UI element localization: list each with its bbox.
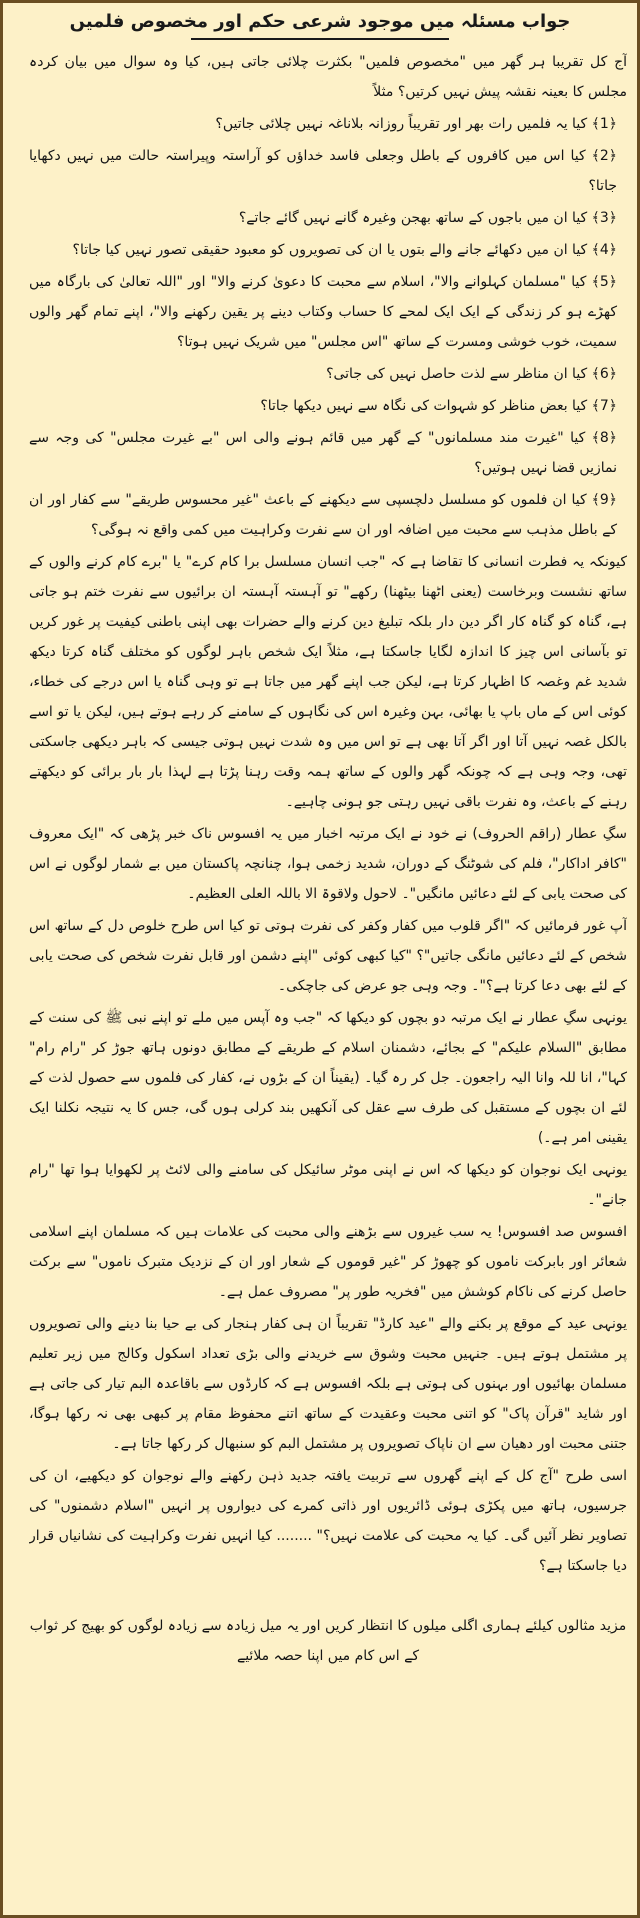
question-item-4: ﴿4﴾ کیا ان میں دکھائے جانے والے بتوں یا ان کی تصویروں کو معبود حقیقی تصور نہیں کیا جاتا؟ bbox=[72, 242, 617, 258]
paragraph-motorcycle: یونہی ایک نوجوان کو دیکھا کہ اس نے اپنی موٹر سائیکل کی سامنے والی لائٹ پر لکھوایا ہوا تھا "رام جانے"۔ bbox=[29, 1162, 627, 1208]
paragraph-human-nature: کیونکہ یہ فطرت انسانی کا تقاضا ہے کہ "جب انسان مسلسل برا کام کرے" یا "برے کام کرنے والوں کے ساتھ نشست وبرخاست (یعنی اٹھنا بیٹھنا) رکھے" تو آہستہ آہستہ ان برائیوں سے نفرت ختم ہو جاتی ہے، گناہ کو گناہ کار اگر دین دار بلکہ تبلیغ دین کرنے والے حضرات بھی اپنی باطنی کیفیت پر غور کریں تو بآسانی اس چیز کا اندازہ لگایا جاسکتا ہے، مثلاً ایک شخص باہر لوگوں کو مختلف گناہ کرتا دیکھ شدید غم وغصہ کا اظہار کرتا ہے، لیکن جب اپنے گھر میں جاتا ہے تو وہی گناہ یا اس درجے کی خطاء، کوئی اس کے ماں باپ یا بھائی، بہن وغیرہ اس کی نگاہوں کے سامنے کر رہے ہوتے ہیں، لیکن یا تو اسے بالکل غصہ نہیں آتا اور اگر آتا بھی ہے تو اس میں وہ شدت نہیں ہوتی جیسی کہ باہر دیکھی جاسکتی تھی، وجہ وہی ہے کہ چونکہ گھر والوں کے ساتھ ہمہ وقت رہنا پڑتا ہے لہذا بار بار برائی کو دیکھتے رہنے کے باعث، وہ نفرت باقی نہیں رہتی جو ہونی چاہیے۔ bbox=[29, 554, 627, 810]
question-item-1: ﴿1﴾ کیا یہ فلمیں رات بھر اور تقریباً روزانہ بلاناغہ نہیں چلائی جاتیں؟ bbox=[215, 116, 617, 132]
question-item-9: ﴿9﴾ کیا ان فلموں کو مسلسل دلچسپی سے دیکھنے کے باعث "غیر محسوس طریقے" سے کفار اور ان کے باطل مذہب سے محبت میں اضافہ اور ان سے نفرت وکراہیت میں کمی واقع نہ ہوگی؟ bbox=[29, 492, 617, 538]
article-body bbox=[29, 47, 627, 1903]
article-title: جواب مسئلہ میں موجود شرعی حکم اور مخصوص فلمیں bbox=[69, 11, 571, 32]
paragraph-regret: افسوس صد افسوس! یہ سب غیروں سے بڑھنے والی محبت کی علامات ہیں کہ مسلمان اپنے اسلامی شعائر اور بابرکت ناموں کو چھوڑ کر "غیر قوموں کے شعار اور ان کے نزدیک متبرک ناموں" سے برکت حاصل کرنے کی ناکام کوشش میں "فخریہ طور پر" مصروف عمل ہے۔ bbox=[29, 1224, 627, 1300]
paragraph-youth: اسی طرح "آج کل کے اپنے گھروں سے تربیت یافتہ جدید ذہن رکھنے والے نوجوان کو دیکھیے، ان کی جرسیوں، ہاتھ میں پکڑی ہوئی ڈائریوں اور ذاتی کمرے کی دیواروں پر انہیں "اسلام دشمنوں" کی تصاویر نظر آئیں گی۔ کیا یہ محبت کی علامت نہیں؟" ........ کیا انہیں نفرت وکراہیت کی نشانیاں قرار دیا جاسکتا ہے؟ bbox=[29, 1468, 627, 1574]
paragraph-reflection: آپ غور فرمائیں کہ "اگر قلوب میں کفار وکفر کی نفرت ہوتی تو کیا اس طرح خلوص دل کے ساتھ اس شخص کے لئے دعائیں مانگی جاتیں"؟ "کیا کبھی کوئی "اپنے دشمن اور قابل نفرت شخص کی صحت یابی کے لئے بھی دعا کرتا ہے؟"۔ وجہ وہی جو عرض کی جاچکی۔ bbox=[29, 918, 627, 994]
title-underline bbox=[191, 38, 449, 40]
paragraph-eid-cards: یونہی عید کے موقع پر بکنے والے "عید کارڈ" تقریباً ان ہی کفار ہنجار کی بے حیا بنا دینے والی تصویروں پر مشتمل ہوتے ہیں۔ جنہیں محبت وشوق سے خریدنے والی بڑی تعداد اسکول وکالج میں زیر تعلیم مسلمان بھائیوں اور بہنوں کی ہوتی ہے بلکہ افسوس ہے کہ کارڈوں سے باقاعدہ البم تیار کی جاتی ہے اور شاید "قرآن پاک" کو اتنی محبت وعقیدت کے ساتھ اتنے محفوظ مقام پر کبھی بھی نہ رکھا ہوگا، جتنی محبت اور دھیان سے ان ناپاک تصویروں پر مشتمل البم کو سنبھال کر رکھا جاتا ہے۔ bbox=[29, 1316, 627, 1452]
question-item-8: ﴿8﴾ کیا "غیرت مند مسلمانوں" کے گھر میں قائم ہونے والی اس "بے غیرت مجلس" کی وجہ سے نمازیں قضا نہیں ہوتیں؟ bbox=[29, 430, 617, 476]
paragraph-children-greeting: یونہی سگِ عطار نے ایک مرتبہ دو بچوں کو دیکھا کہ "جب وہ آپس میں ملے تو اپنے نبی ﷺ کی سنت کے مطابق "السلام علیکم" کے بجائے، دشمنان اسلام کے طریقے کے مطابق دونوں ہاتھ جوڑ کر "رام رام" کہا"، انا للہ وانا الیہ راجعون۔ جل کر رہ گیا۔ (یقیناً ان کے بڑوں نے، کفار کی فلموں سے حصول لذت کے لئے ان بچوں کے مستقبل کی طرف سے عقل کی آنکھیں بند کرلی ہوں گی، جس کا یہ نتیجہ نکلنا ایک یقینی امر ہے۔) bbox=[29, 1010, 627, 1146]
question-item-7: ﴿7﴾ کیا بعض مناظر کو شہوات کی نگاہ سے نہیں دیکھا جاتا؟ bbox=[260, 398, 617, 414]
question-item-6: ﴿6﴾ کیا ان مناظر سے لذت حاصل نہیں کی جاتی؟ bbox=[326, 366, 617, 382]
question-item-3: ﴿3﴾ کیا ان میں باجوں کے ساتھ بھجن وغیرہ گانے نہیں گائے جاتے؟ bbox=[238, 210, 617, 226]
question-item-5: ﴿5﴾ کیا "مسلمان کہلوانے والا"، اسلام سے محبت کا دعویٰ کرنے والا" اور "اللہ تعالیٰ کی بارگاہ میں کھڑے ہو کر زندگی کے ایک ایک لمحے کا حساب وکتاب دینے پر یقین رکھنے والا"، اپنے تمام گھر والوں سمیت، خوب خوشی ومسرت کے ساتھ "اس مجلس" میں شریک نہیں ہوتا؟ bbox=[29, 274, 617, 350]
closing-note: مزید مثالوں کیلئے ہماری اگلی میلوں کا انتظار کریں اور یہ میل زیادہ سے زیادہ لوگوں کو بھیج کر ثواب کے اس کام میں اپنا حصہ ملائیے bbox=[29, 1618, 627, 1664]
question-item-2: ﴿2﴾ کیا اس میں کافروں کے باطل وجعلی فاسد خداؤں کو آراستہ وپیراستہ حالت میں نہیں دکھایا جاتا؟ bbox=[29, 148, 617, 194]
intro-paragraph: آج کل تقریبا ہر گھر میں "مخصوص فلمیں" بکثرت چلائی جاتی ہیں، کیا وہ سوال میں بیان کردہ مجلس کا بعینہ نقشہ پیش نہیں کرتیں؟ مثلاً bbox=[29, 54, 627, 100]
paragraph-news-story: سگِ عطار (راقم الحروف) نے خود نے ایک مرتبہ اخبار میں یہ افسوس ناک خبر پڑھی کہ "ایک معروف "کافر اداکار"، فلم کی شوٹنگ کے دوران، شدید زخمی ہوا، چنانچہ پاکستان میں بے شمار لوگوں نے اس کی صحت یابی کے لئے دعائیں مانگیں"۔ لاحول ولاقوۃ الا باللہ العلی العظیم۔ bbox=[29, 826, 627, 902]
